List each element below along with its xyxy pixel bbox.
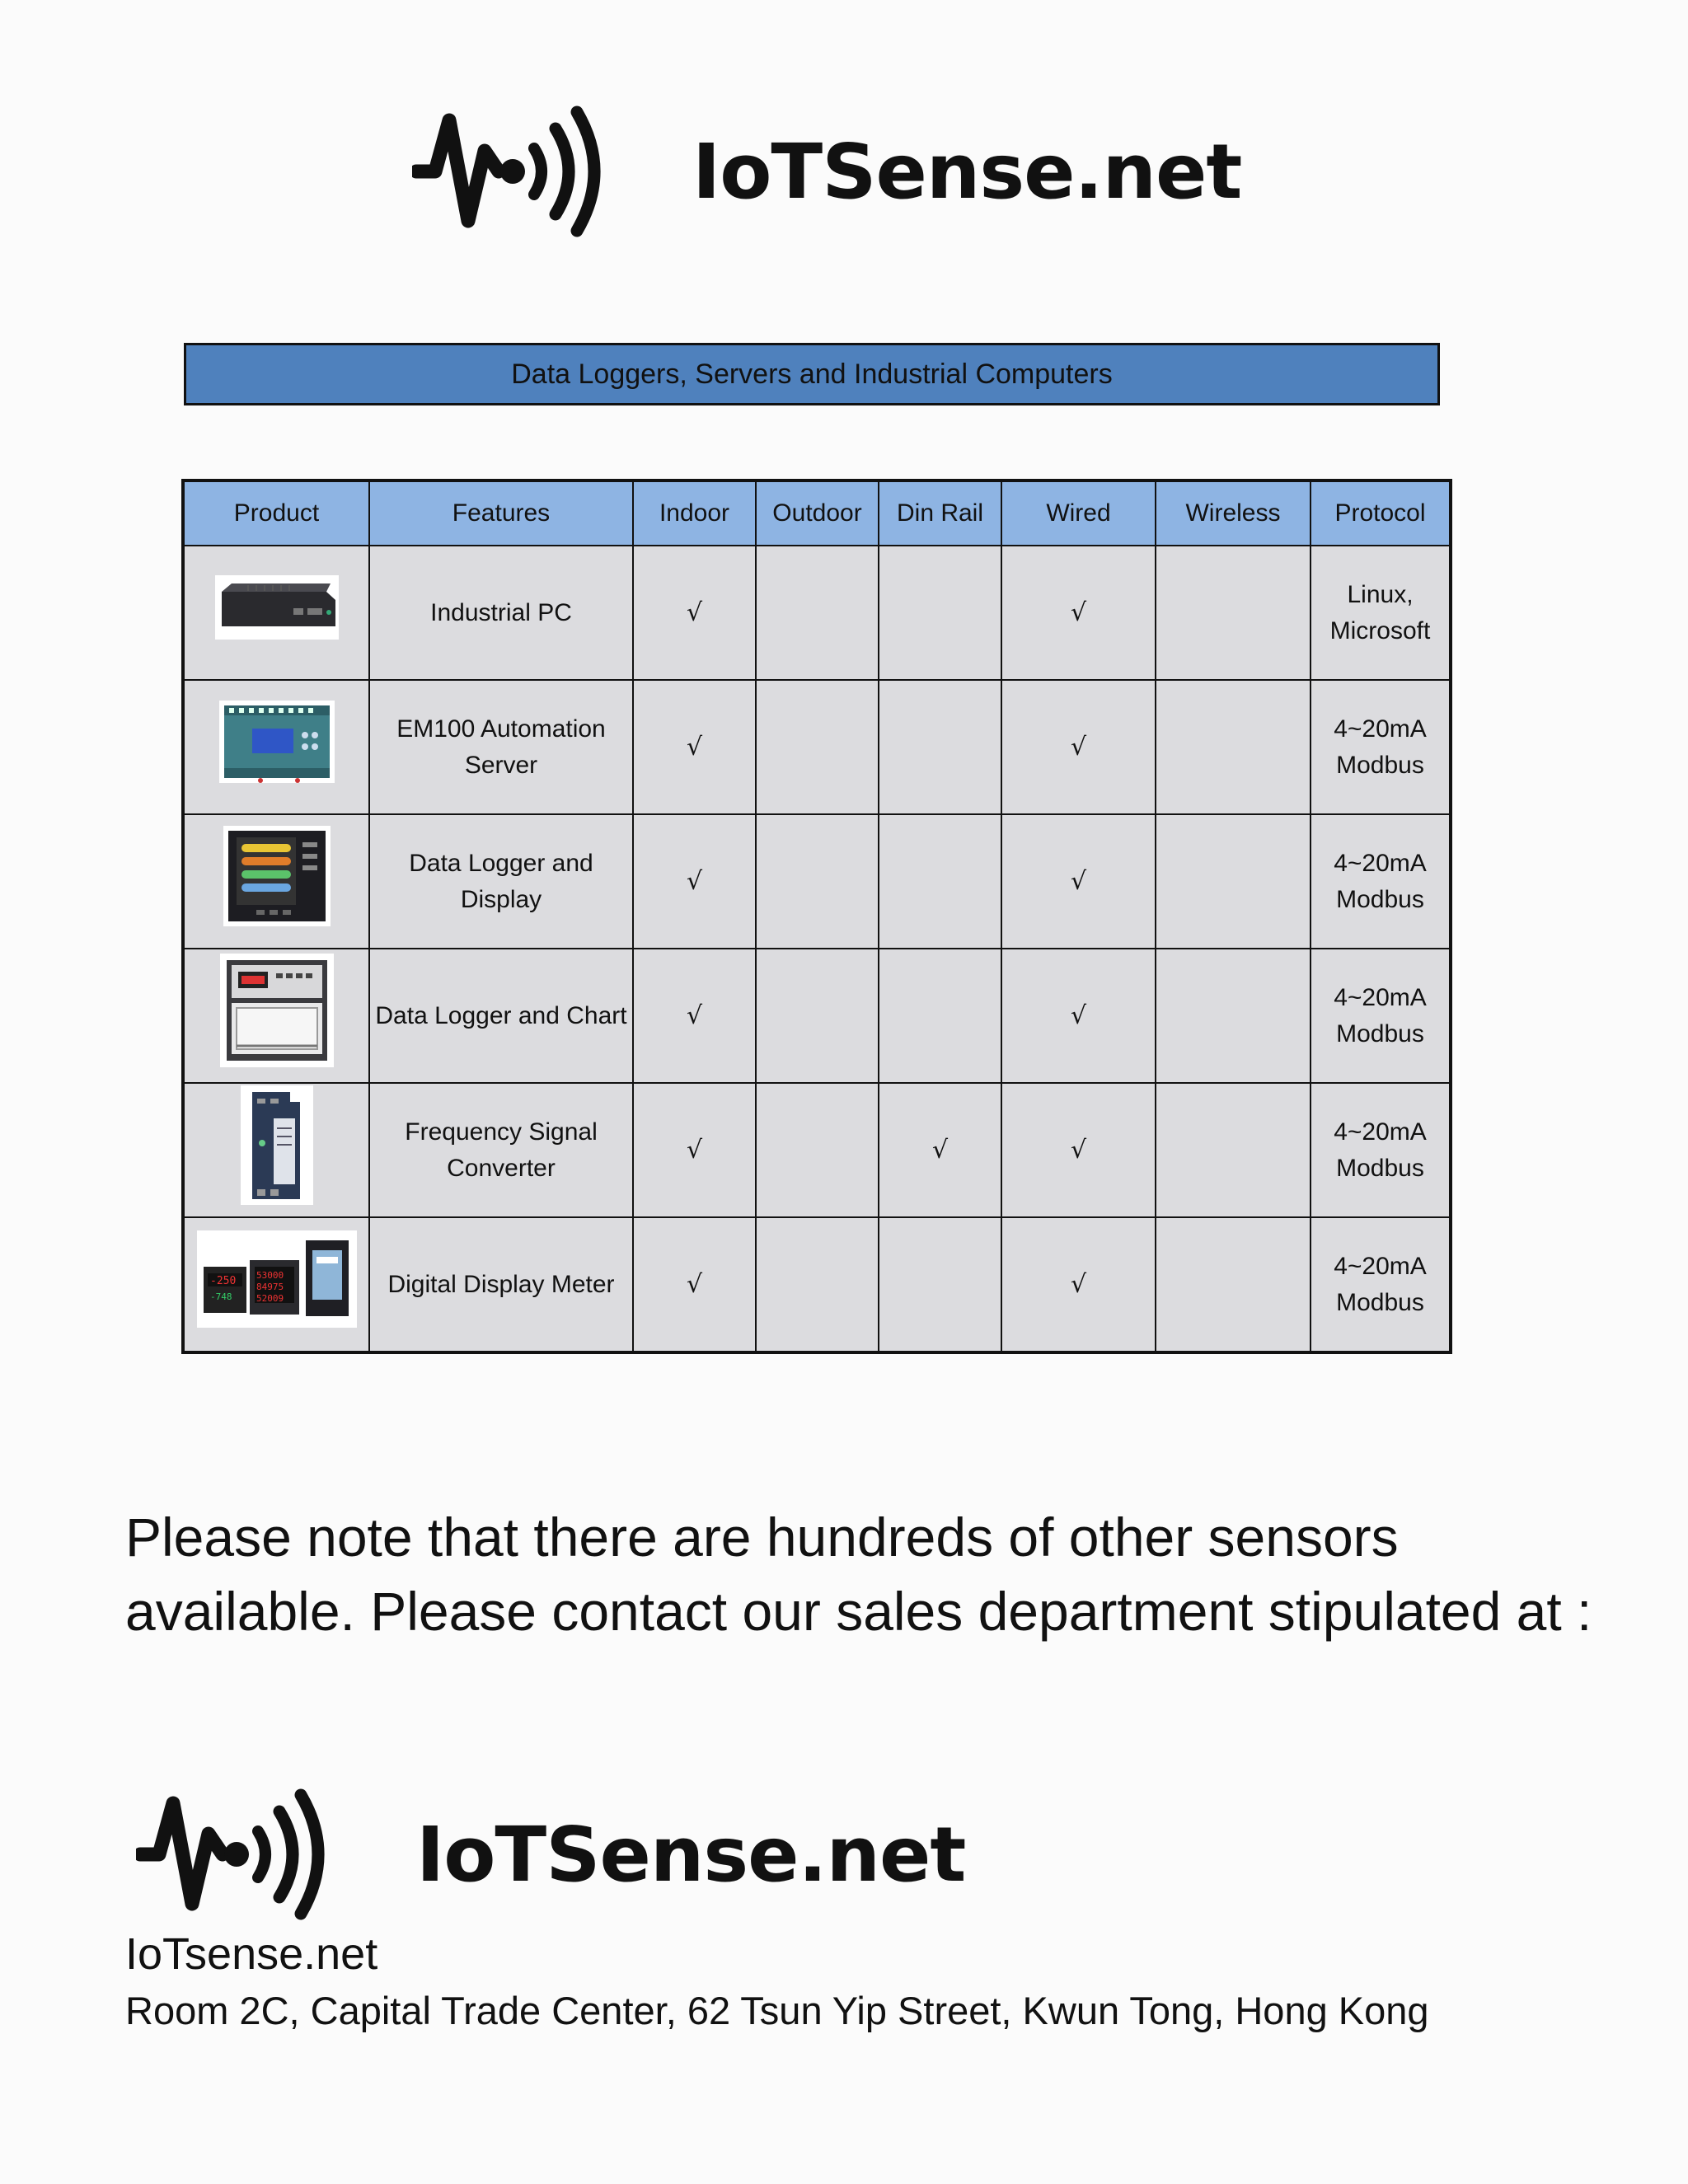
protocol-line: 4~20mA (1334, 715, 1427, 743)
data-logger-display-image (223, 826, 331, 926)
logo-text: IoTSense.net (692, 127, 1242, 216)
protocol-cell (1311, 949, 1451, 1083)
svg-text:84975: 84975 (256, 1282, 284, 1293)
section-title-bar: Data Loggers, Servers and Industrial Computers (184, 343, 1440, 405)
company-name: IoTsense.net (125, 1929, 378, 1979)
feature-cell: EM100 Automation Server (369, 680, 633, 814)
wireless-check (1156, 949, 1311, 1083)
protocol-line: 4~20mA (1334, 1118, 1427, 1146)
wired-check: √ (1001, 546, 1156, 680)
protocol-cell (1311, 680, 1451, 814)
logo-top (412, 105, 1241, 237)
outdoor-check (756, 546, 879, 680)
header-indoor: Indoor (633, 480, 756, 546)
feature-cell: Data Logger and Display (369, 814, 633, 949)
header-wired: Wired (1001, 480, 1156, 546)
wired-check: √ (1001, 814, 1156, 949)
indoor-check: √ (633, 680, 756, 814)
protocol-line: Linux, (1347, 581, 1414, 608)
protocol-cell (1311, 1083, 1451, 1217)
wireless-check (1156, 1083, 1311, 1217)
wired-check: √ (1001, 1217, 1156, 1352)
protocol-line: Modbus (1336, 1154, 1424, 1182)
company-address: Room 2C, Capital Trade Center, 62 Tsun Yip Street, Kwun Tong, Hong Kong (125, 1989, 1429, 2032)
product-image-cell (183, 814, 369, 949)
feature-cell: Digital Display Meter (369, 1217, 633, 1352)
protocol-line: Modbus (1336, 1288, 1424, 1316)
protocol-cell (1311, 546, 1451, 680)
wired-check: √ (1001, 680, 1156, 814)
contact-note: Please note that there are hundreds of other sensors available. Please contact our sales department stipulated at : (125, 1507, 1592, 1642)
table-row (183, 546, 1451, 680)
wireless-check (1156, 1217, 1311, 1352)
outdoor-check (756, 1083, 879, 1217)
data-logger-chart-image (220, 954, 334, 1067)
signal-converter-image (241, 1085, 313, 1205)
product-image-cell (183, 1217, 369, 1352)
indoor-check: √ (633, 1083, 756, 1217)
protocol-line: Modbus (1336, 885, 1424, 913)
svg-text:53000: 53000 (256, 1270, 284, 1282)
signal-wave-icon (136, 1788, 330, 1920)
table-row (183, 949, 1451, 1083)
indoor-check: √ (633, 1217, 756, 1352)
svg-text:-748: -748 (209, 1291, 232, 1303)
logo-bottom (136, 1788, 965, 1920)
product-image-cell (183, 680, 369, 814)
product-table (181, 479, 1452, 1354)
protocol-line: Modbus (1336, 1019, 1424, 1047)
protocol-line: Modbus (1336, 751, 1424, 779)
automation-server-image (219, 701, 335, 783)
din-rail-check (879, 949, 1001, 1083)
header-features: Features (369, 480, 633, 546)
feature-cell: Frequency Signal Converter (369, 1083, 633, 1217)
din-rail-check (879, 1217, 1001, 1352)
din-rail-check (879, 814, 1001, 949)
protocol-cell (1311, 814, 1451, 949)
protocol-line: 4~20mA (1334, 984, 1427, 1011)
industrial-pc-image (215, 575, 339, 640)
product-image-cell (183, 546, 369, 680)
svg-text:-250: -250 (209, 1275, 236, 1288)
header-din-rail: Din Rail (879, 480, 1001, 546)
logo-text: IoTSense.net (416, 1810, 966, 1899)
outdoor-check (756, 1217, 879, 1352)
wired-check: √ (1001, 1083, 1156, 1217)
table-row (183, 814, 1451, 949)
svg-text:52009: 52009 (256, 1293, 284, 1305)
signal-wave-icon (412, 105, 606, 237)
wired-check: √ (1001, 949, 1156, 1083)
indoor-check: √ (633, 546, 756, 680)
feature-cell: Industrial PC (369, 546, 633, 680)
header-protocol: Protocol (1311, 480, 1451, 546)
digital-meter-image (197, 1230, 357, 1328)
outdoor-check (756, 680, 879, 814)
table-row (183, 1217, 1451, 1352)
header-wireless: Wireless (1156, 480, 1311, 546)
outdoor-check (756, 814, 879, 949)
din-rail-check: √ (879, 1083, 1001, 1217)
din-rail-check (879, 680, 1001, 814)
din-rail-check (879, 546, 1001, 680)
protocol-cell (1311, 1217, 1451, 1352)
header-outdoor: Outdoor (756, 480, 879, 546)
indoor-check: √ (633, 949, 756, 1083)
product-image-cell (183, 949, 369, 1083)
table-row (183, 680, 1451, 814)
header-product: Product (183, 480, 369, 546)
outdoor-check (756, 949, 879, 1083)
wireless-check (1156, 814, 1311, 949)
wireless-check (1156, 680, 1311, 814)
feature-cell: Data Logger and Chart (369, 949, 633, 1083)
table-row (183, 1083, 1451, 1217)
protocol-line: 4~20mA (1334, 850, 1427, 877)
protocol-line: Microsoft (1329, 616, 1431, 644)
protocol-line: 4~20mA (1334, 1253, 1427, 1280)
wireless-check (1156, 546, 1311, 680)
indoor-check: √ (633, 814, 756, 949)
product-image-cell (183, 1083, 369, 1217)
table-header-row (183, 480, 1451, 546)
